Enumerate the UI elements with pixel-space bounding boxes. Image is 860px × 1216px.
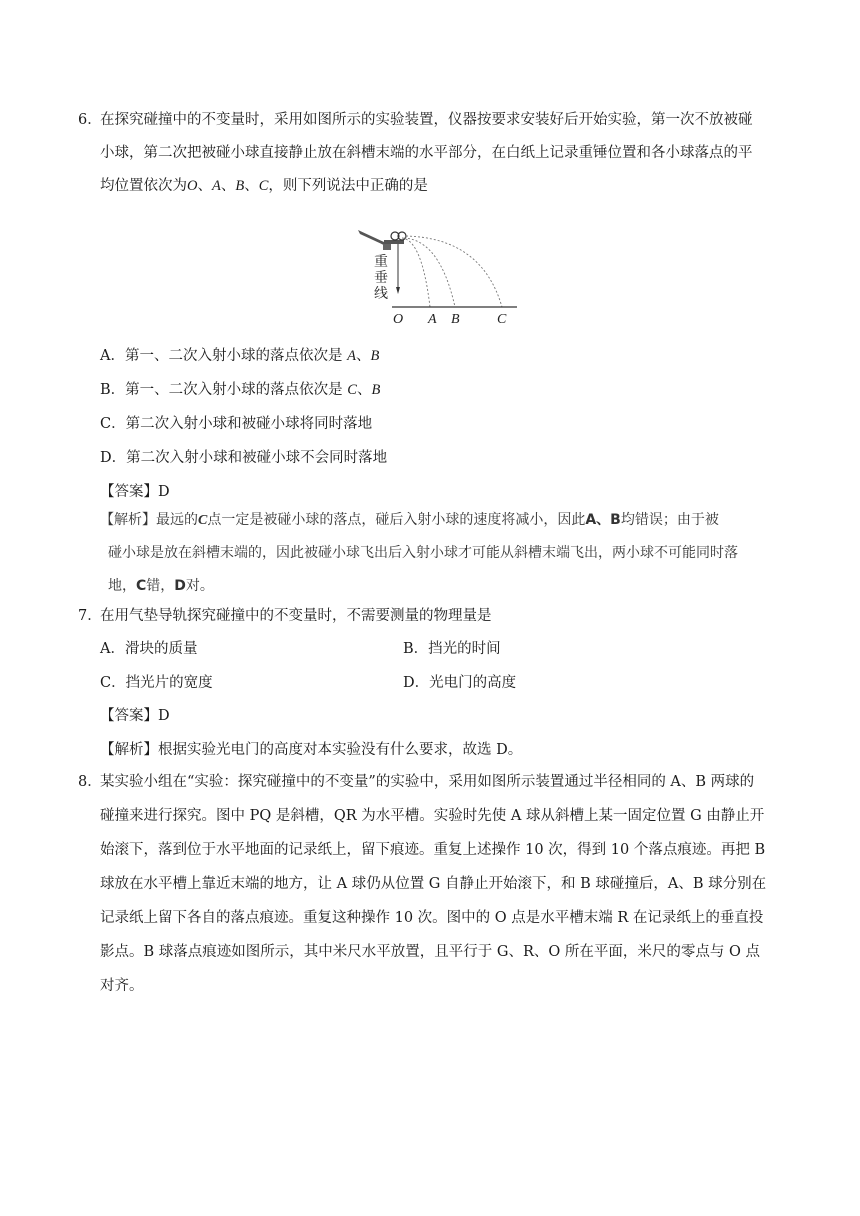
q7-option-a: A．滑块的质量	[100, 641, 198, 657]
q6-number: 6．	[78, 112, 102, 128]
point-C: C	[497, 312, 507, 327]
q6-stem-line1: 在探究碰撞中的不变量时，采用如图所示的实验装置，仪器按要求安装好后开始实验，第一次不放被碰	[100, 112, 753, 128]
q7-option-c: C．挡光片的宽度	[100, 675, 213, 691]
label-zhong: 重	[374, 255, 388, 270]
trajectory-A	[402, 238, 430, 307]
q6-stem-line3: 均位置依次为O、A、B、C，则下列说法中正确的是	[100, 178, 428, 194]
q7-stem: 在用气垫导轨探究碰撞中的不变量时，不需要测量的物理量是	[100, 608, 492, 624]
point-B: B	[451, 312, 460, 327]
clamp	[383, 244, 391, 250]
q6-analysis-line1: 【解析】最远的C点一定是被碰小球的落点，碰后入射小球的速度将减小，因此A、B均错误；由于被	[100, 512, 719, 528]
q7-number: 7．	[78, 608, 102, 624]
plumb-bob	[396, 287, 400, 294]
q7-option-d: D．光电门的高度	[403, 675, 517, 691]
q8-line1: 某实验小组在“实验：探究碰撞中的不变量”的实验中，采用如图所示装置通过半径相同的 A、B 两球的	[100, 774, 755, 790]
collision-apparatus-diagram	[352, 222, 522, 330]
q6-analysis-line3: 地，C错，D对。	[108, 578, 214, 594]
q6-option-a: A．第一、二次入射小球的落点依次是 A、B	[100, 348, 380, 364]
chute-ramp	[358, 230, 386, 246]
q7-option-b: B．挡光的时间	[403, 641, 501, 657]
q8-line5: 记录纸上留下各自的落点痕迹。重复这种操作 10 次。图中的 O 点是水平槽末端 R 在记录纸上的垂直投	[100, 910, 764, 926]
q6-option-c: C．第二次入射小球和被碰小球将同时落地	[100, 416, 373, 432]
q7-answer: 【答案】D	[100, 708, 170, 724]
q8-line6: 影点。B 球落点痕迹如图所示，其中米尺水平放置，且平行于 G、R、O 所在平面，米尺的零点与 O 点	[100, 944, 760, 960]
q6-answer: 【答案】D	[100, 484, 170, 500]
q6-analysis-line2: 碰小球是放在斜槽末端的，因此被碰小球飞出后入射小球才可能从斜槽末端飞出，两小球不可能同时落	[108, 545, 738, 561]
point-O: O	[393, 312, 404, 327]
label-chui: 垂	[374, 271, 388, 286]
q7-analysis: 【解析】根据实验光电门的高度对本实验没有什么要求，故选 D。	[100, 742, 523, 758]
q8-line2: 碰撞来进行探究。图中 PQ 是斜槽，QR 为水平槽。实验时先使 A 球从斜槽上某一固定位置 G 由静止开	[100, 808, 765, 824]
q8-number: 8．	[78, 774, 102, 790]
chute-horizontal	[384, 240, 404, 244]
q6-option-b: B．第一、二次入射小球的落点依次是 C、B	[100, 382, 381, 398]
q6-stem-line2: 小球，第二次把被碰小球直接静止放在斜槽末端的水平部分，在白纸上记录重锤位置和各小球落点的平	[100, 145, 753, 161]
q8-line4: 球放在水平槽上靠近末端的地方，让 A 球仍从位置 G 自静止开始滚下，和 B 球碰撞后，A、B 球分别在	[100, 876, 767, 892]
q6-option-d: D．第二次入射小球和被碰小球不会同时落地	[100, 450, 388, 466]
label-xian: 线	[374, 287, 388, 302]
q8-line3: 始滚下，落到位于水平地面的记录纸上，留下痕迹。重复上述操作 10 次，得到 10 个落点痕迹。再把 B	[100, 842, 766, 858]
q8-line7: 对齐。	[100, 978, 144, 994]
trajectory-B	[404, 238, 455, 307]
trajectory-C	[406, 236, 502, 307]
point-A: A	[428, 312, 437, 327]
